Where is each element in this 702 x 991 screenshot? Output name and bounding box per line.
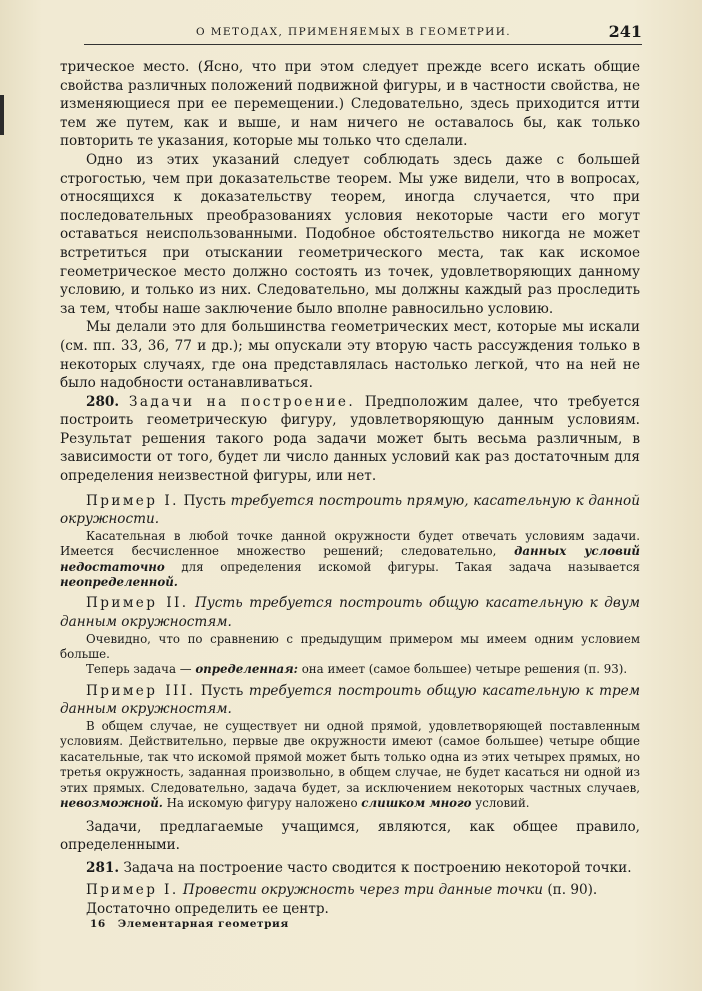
example-3-statement: требуется построить общую касательную к трем данным окружностям.	[60, 682, 640, 718]
section-281-text: Задача на построение часто сводится к построению некоторой точки.	[123, 859, 632, 876]
page-header	[84, 20, 642, 45]
paragraph-indication: Одно из этих указаний следует соблюдать здесь даже с большей строгостью, чем при доказательстве теорем. Мы уже видели, что в вопросах, относящихся к доказательству теорем, иногда случается, что при последовательных преобразованиях условия некоторые части его могут оставаться неиспользованными. Подобное обстоятельство никогда не может встретиться при отыскании геометрического места, так как искомое геометрическое место должно состоять из точек, удовлетворяющих данному условию, и только из них. Следовательно, мы должны каждый раз проследить за тем, чтобы наше заключение было вполне равносильно условию.	[60, 151, 640, 317]
signature-mark: 16	[90, 918, 106, 930]
example-1-statement: требуется построить прямую, касательную к данной окружности.	[60, 492, 640, 528]
example-1-heading: Пример I. Пусть требуется построить прямую, касательную к данной окружности.	[60, 492, 640, 528]
example-3-label: Пример III.	[86, 682, 196, 699]
section-280-number: 280.	[86, 393, 120, 410]
example-3-heading: Пример III. Пусть требуется построить общую касательную к трем данным окружностям.	[60, 682, 640, 718]
paragraph-problems: Задачи, предлагаемые учащимся, являются, как общее правило, определенными.	[60, 818, 640, 854]
section-280-title: Задачи на построение.	[128, 393, 356, 410]
section-281	[60, 859, 640, 878]
example-2-statement: Пусть требуется построить общую касательную к двум данным окружностям.	[60, 595, 640, 631]
page-footer	[90, 918, 289, 930]
binding-mark	[0, 95, 4, 135]
example-1-body: Касательная в любой точке данной окружности будет отвечать условиям задачи. Имеется бесчисленное множество решений; следовательно, данных условий недостаточно для определения искомой фигуры. Такая задача называется неопределенной.	[60, 528, 640, 590]
example-4-heading: Пример I. Провести окружность через три данные точки (п. 90).	[86, 882, 598, 899]
example-4-statement: Провести окружность через три данные точки	[182, 882, 543, 899]
page-number: 241	[608, 22, 642, 41]
page-body	[60, 58, 640, 918]
book-title: Элементарная геометрия	[117, 918, 289, 930]
example-2-heading	[60, 594, 640, 631]
running-title: О МЕТОДАХ, ПРИМЕНЯЕМЫХ В ГЕОМЕТРИИ.	[196, 26, 512, 38]
example-3-body: В общем случае, не существует ни одной прямой, удовлетворяющей поставленным условиям. Действительно, первые две окружности имеют (самое большее) четыре общие касательные, так что искомой прямой может быть только одна из этих четырех прямых, но третья окружность, заданная произвольно, в общем случае, не будет касаться ни одной из этих прямых. Следовательно, задача будет, за исключением некоторых частных случаев, невозможной. На искомую фигуру наложено слишком много условий.	[60, 719, 640, 811]
example-2-conclusion: Теперь задача — определенная: она имеет (самое большее) четыре решения (п. 93).	[86, 662, 628, 677]
section-280	[60, 393, 640, 486]
paragraph-continuation: трическое место. (Ясно, что при этом следует прежде всего искать общие свойства различных положений подвижной фигуры, и в частности свойства, не изменяющиеся при ее перемещении.) Следовательно, здесь приходится итти тем же путем, как и выше, и нам ничего не оставалось бы, как только повторить те указания, которые мы только что сделали.	[60, 59, 640, 150]
example-1-label: Пример I.	[86, 492, 179, 509]
example-4-label: Пример I.	[86, 882, 179, 899]
example-2-body: Очевидно, что по сравнению с предыдущим примером мы имеем одним условием больше.	[60, 631, 640, 662]
paragraph-loci: Мы делали это для большинства геометрических мест, которые мы искали (см. пп. 33, 36, 77 и др.); мы опускали эту вторую часть рассуждения только в некоторых случаях, где она представлялась настолько легкой, что на ней не было надобности останавливаться.	[60, 319, 640, 392]
example-4-body: Достаточно определить ее центр.	[86, 900, 329, 917]
example-2-label: Пример II.	[86, 595, 189, 612]
section-280-text: Предположим далее, что требуется построить геометрическую фигуру, удовлетворяющую данным условиям. Результат решения такого рода задачи может быть весьма различным, в зависимости от того, будет ли число данных условий как раз достаточным для определения неизвестной фигуры, или нет.	[60, 393, 641, 485]
section-281-number: 281.	[86, 859, 120, 876]
